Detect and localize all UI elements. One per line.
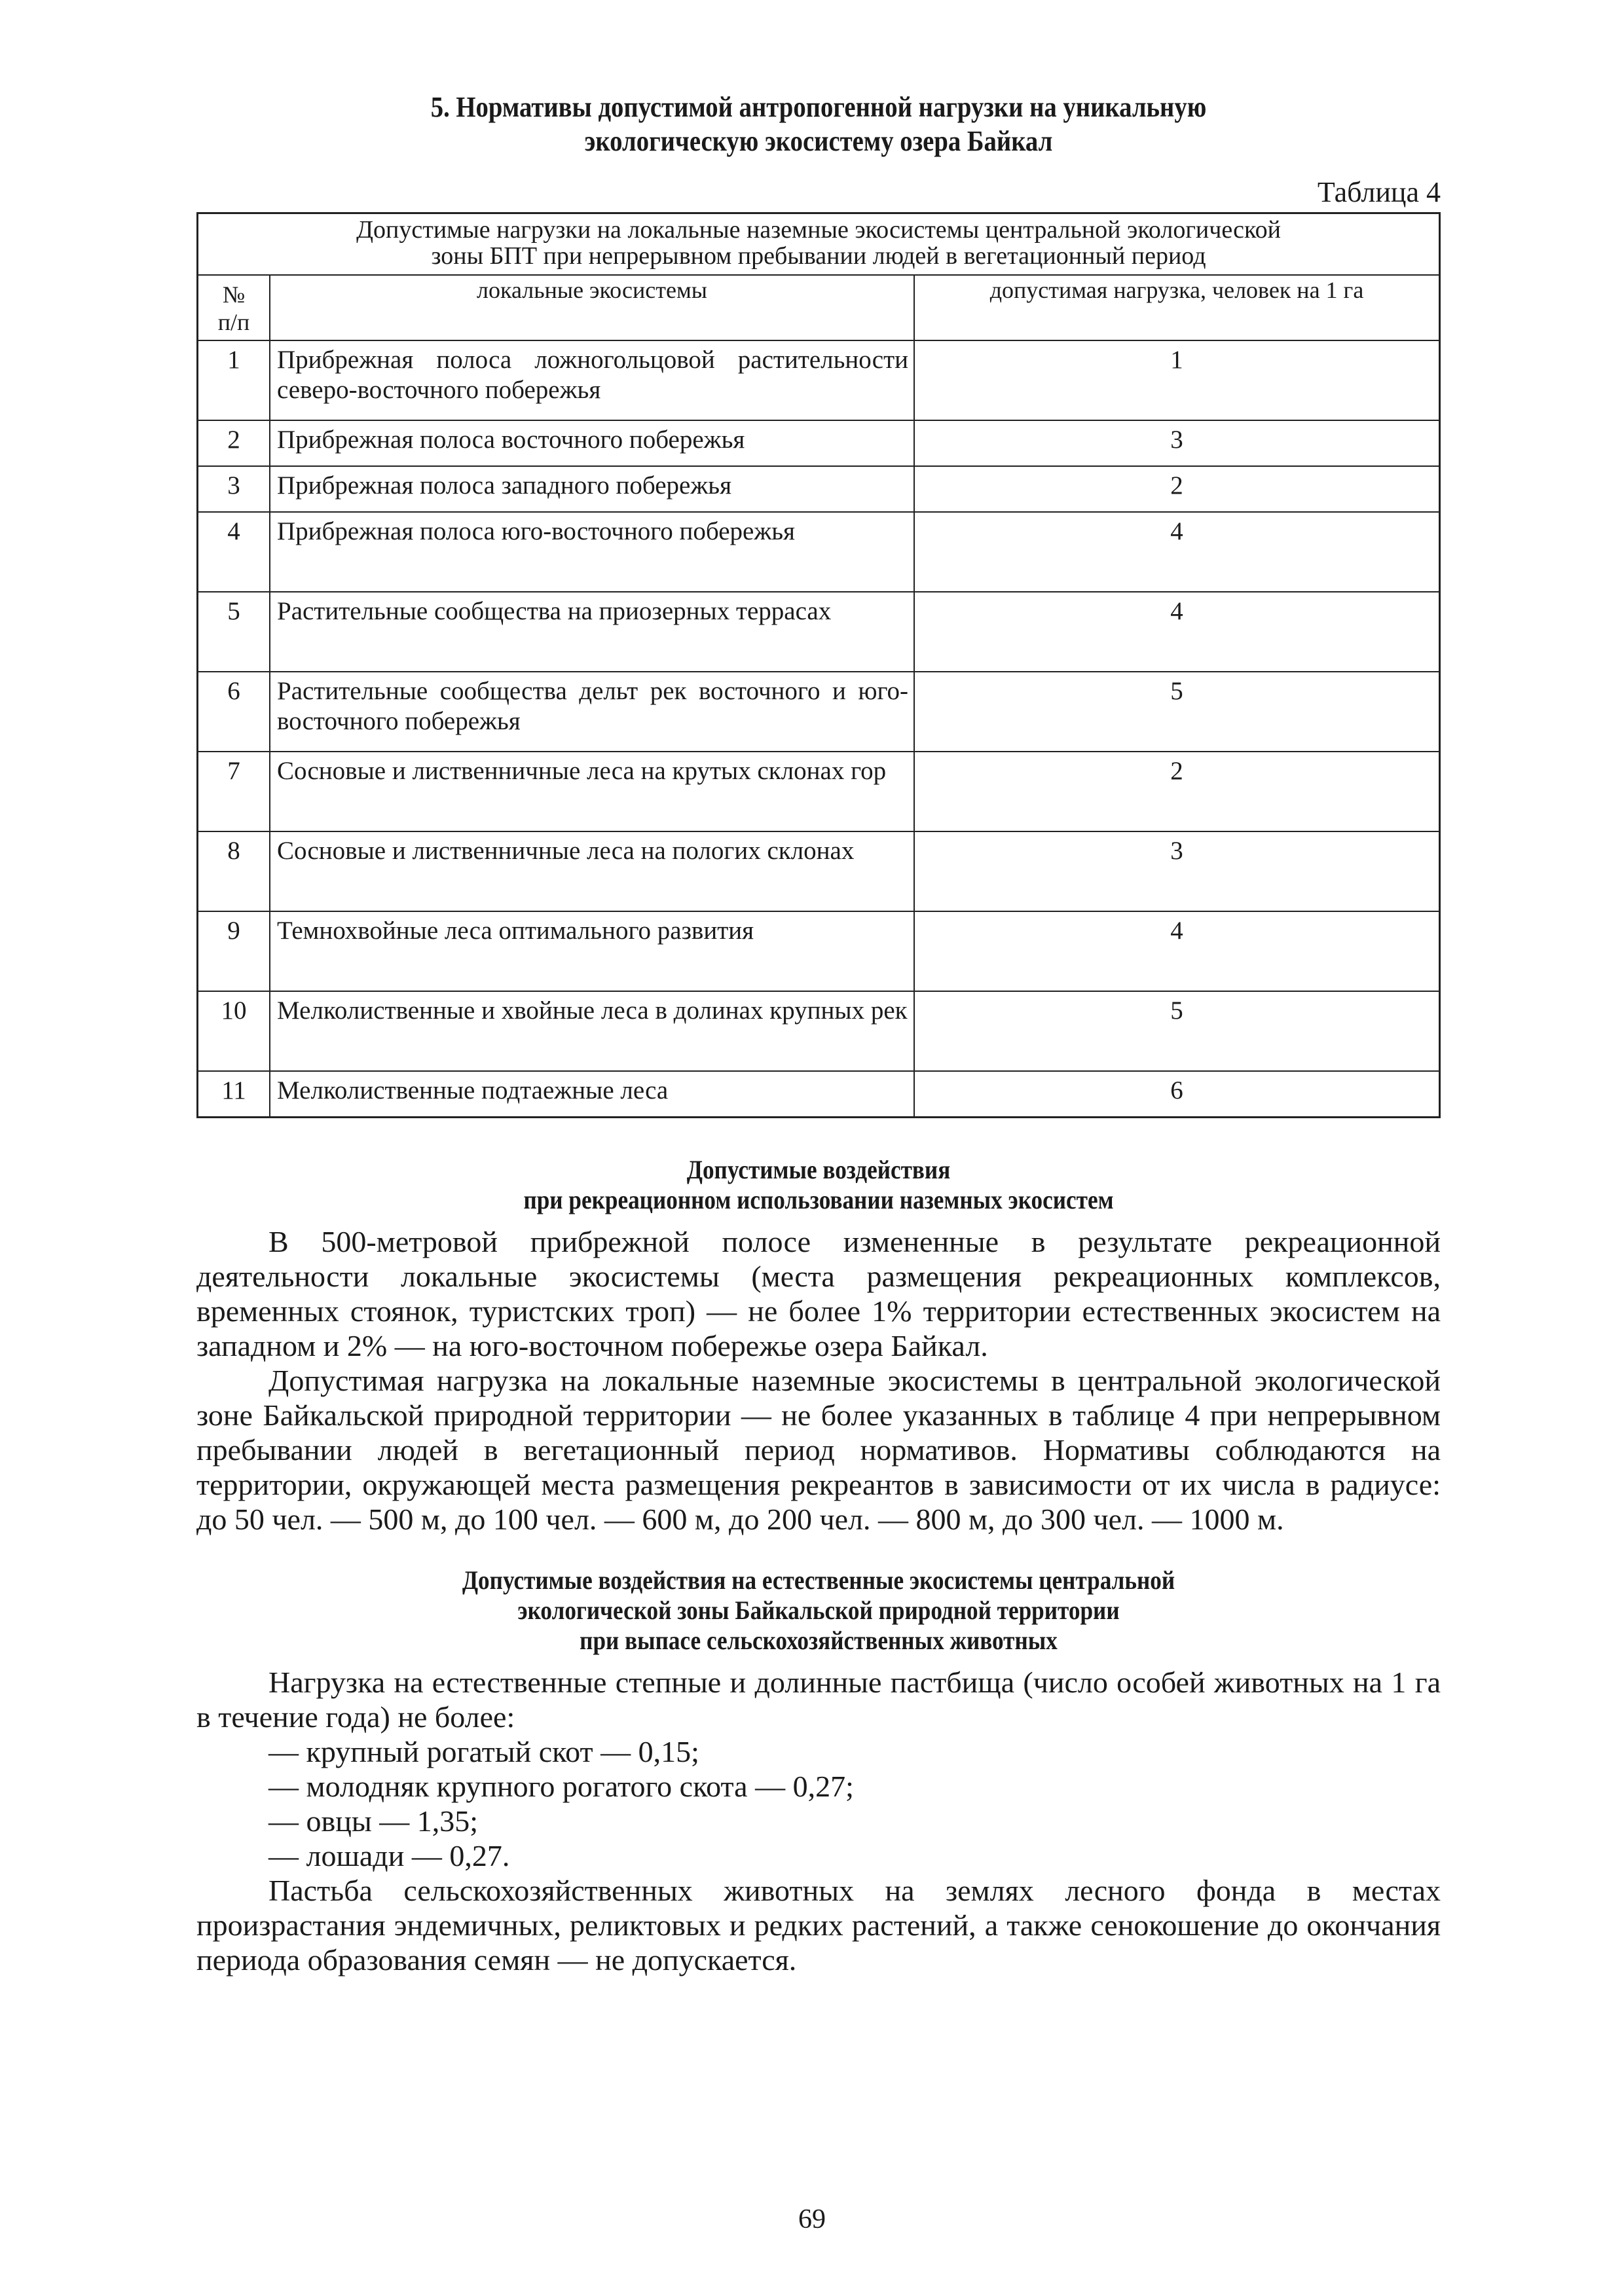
row-load: 5 — [914, 991, 1440, 1071]
section-title — [271, 90, 1366, 158]
row-load: 5 — [914, 672, 1440, 752]
row-ecosystem: Прибрежная полоса ложногольцовой растительности северо-восточного побережья — [270, 340, 914, 420]
column-header-number — [198, 275, 270, 340]
table-row — [198, 831, 1440, 911]
row-ecosystem: Сосновые и лиственничные леса на пологих склонах — [270, 831, 914, 911]
grazing-norms-list — [196, 1734, 1441, 1873]
row-ecosystem: Прибрежная полоса юго-восточного побережья — [270, 512, 914, 592]
grazing-heading-line-3: при выпасе сельскохозяйственных животных — [580, 1626, 1058, 1655]
grazing-intro: Нагрузка на естественные степные и долинные пастбища (число особей животных на 1 га в течение года) не более: — [196, 1666, 1441, 1734]
column-header-number-symbol: № — [222, 282, 246, 308]
table-row — [198, 512, 1440, 592]
row-load: 3 — [914, 831, 1440, 911]
row-number: 9 — [198, 911, 270, 991]
column-header-load: допустимая нагрузка, человек на 1 га — [914, 275, 1440, 340]
column-header-ecosystem: локальные экосистемы — [270, 275, 914, 340]
row-number: 5 — [198, 592, 270, 672]
row-ecosystem: Мелколиственные подтаежные леса — [270, 1071, 914, 1118]
table-caption — [198, 213, 1440, 276]
row-ecosystem: Темнохвойные леса оптимального развития — [270, 911, 914, 991]
row-ecosystem: Растительные сообщества на приозерных террасах — [270, 592, 914, 672]
row-number: 4 — [198, 512, 270, 592]
row-load: 4 — [914, 592, 1440, 672]
row-load: 3 — [914, 420, 1440, 466]
table-row — [198, 752, 1440, 831]
table-row — [198, 340, 1440, 420]
table-row — [198, 592, 1440, 672]
page-number: 69 — [798, 2204, 826, 2234]
list-item: — крупный рогатый скот — 0,15; — [268, 1735, 699, 1768]
grazing-heading-line-2: экологической зоны Байкальской природной территории — [517, 1595, 1120, 1625]
recreation-heading-line-1: Допустимые воздействия — [686, 1155, 951, 1184]
row-ecosystem: Сосновые и лиственничные леса на крутых склонах гор — [270, 752, 914, 831]
row-ecosystem: Мелколиственные и хвойные леса в долинах крупных рек — [270, 991, 914, 1071]
row-number: 3 — [198, 466, 270, 512]
table-row — [198, 911, 1440, 991]
row-ecosystem: Растительные сообщества дельт рек восточного и юго-восточного побережья — [270, 672, 914, 752]
list-item: — овцы — 1,35; — [268, 1804, 479, 1838]
row-ecosystem: Прибрежная полоса восточного побережья — [270, 420, 914, 466]
document-page — [196, 90, 1441, 1977]
row-number: 6 — [198, 672, 270, 752]
list-item: — лошади — 0,27. — [268, 1839, 510, 1872]
recreation-heading-line-2: при рекреационном использовании наземных экосистем — [523, 1185, 1114, 1214]
recreation-paragraph-2: Допустимая нагрузка на локальные наземные экосистемы в центральной экологической зоне Байкальской природной территории — не более указанных в таблице 4 при непрерывном пребывании людей в вегетационный период нормативов. Нормативы соблюдаются на территории, окружающей места размещения рекреантов в зависимости от их числа в радиусе: до 50 чел. — 500 м, до 100 чел. — 600 м, до 200 чел. — 800 м, до 300 чел. — 1000 м. — [196, 1364, 1441, 1536]
row-load: 4 — [914, 911, 1440, 991]
row-load: 4 — [914, 512, 1440, 592]
grazing-heading — [271, 1565, 1366, 1656]
row-number: 2 — [198, 420, 270, 466]
table-row — [198, 672, 1440, 752]
row-load: 2 — [914, 466, 1440, 512]
row-number: 8 — [198, 831, 270, 911]
recreation-paragraph-1: В 500-метровой прибрежной полосе измененные в результате рекреационной деятельности локальные экосистемы (места размещения рекреационных комплексов, временных стоянок, туристских троп) — не более 1% территории естественных экосистем на западном и 2% — на юго-восточном побережье озера Байкал. — [196, 1225, 1441, 1362]
section-title-line-1: 5. Нормативы допустимой антропогенной нагрузки на уникальную — [430, 91, 1207, 123]
row-ecosystem: Прибрежная полоса западного побережья — [270, 466, 914, 512]
table-row — [198, 420, 1440, 466]
section-title-line-2: экологическую экосистему озера Байкал — [584, 125, 1053, 157]
row-load: 1 — [914, 340, 1440, 420]
row-load: 2 — [914, 752, 1440, 831]
table-row — [198, 466, 1440, 512]
table-caption-line-1: Допустимые нагрузки на локальные наземные экосистемы центральной экологической — [356, 216, 1281, 244]
recreation-heading — [271, 1155, 1366, 1215]
row-number: 11 — [198, 1071, 270, 1118]
table-row — [198, 1071, 1440, 1118]
load-norms-table — [196, 212, 1441, 1118]
row-number: 1 — [198, 340, 270, 420]
row-number: 10 — [198, 991, 270, 1071]
row-load: 6 — [914, 1071, 1440, 1118]
grazing-paragraph: Пастьба сельскохозяйственных животных на землях лесного фонда в местах произрастания эндемичных, реликтовых и редких растений, а также сенокошение до окончания периода образования семян — не допускается. — [196, 1874, 1441, 1977]
table-label: Таблица 4 — [1317, 176, 1441, 208]
table-caption-line-2: зоны БПТ при непрерывном пребывании людей в вегетационный период — [431, 242, 1206, 270]
grazing-heading-line-1: Допустимые воздействия на естественные экосистемы центральной — [462, 1565, 1175, 1595]
list-item: — молодняк крупного рогатого скота — 0,27; — [268, 1770, 854, 1803]
table-row — [198, 991, 1440, 1071]
column-header-number-abbr: п/п — [217, 309, 250, 335]
row-number: 7 — [198, 752, 270, 831]
